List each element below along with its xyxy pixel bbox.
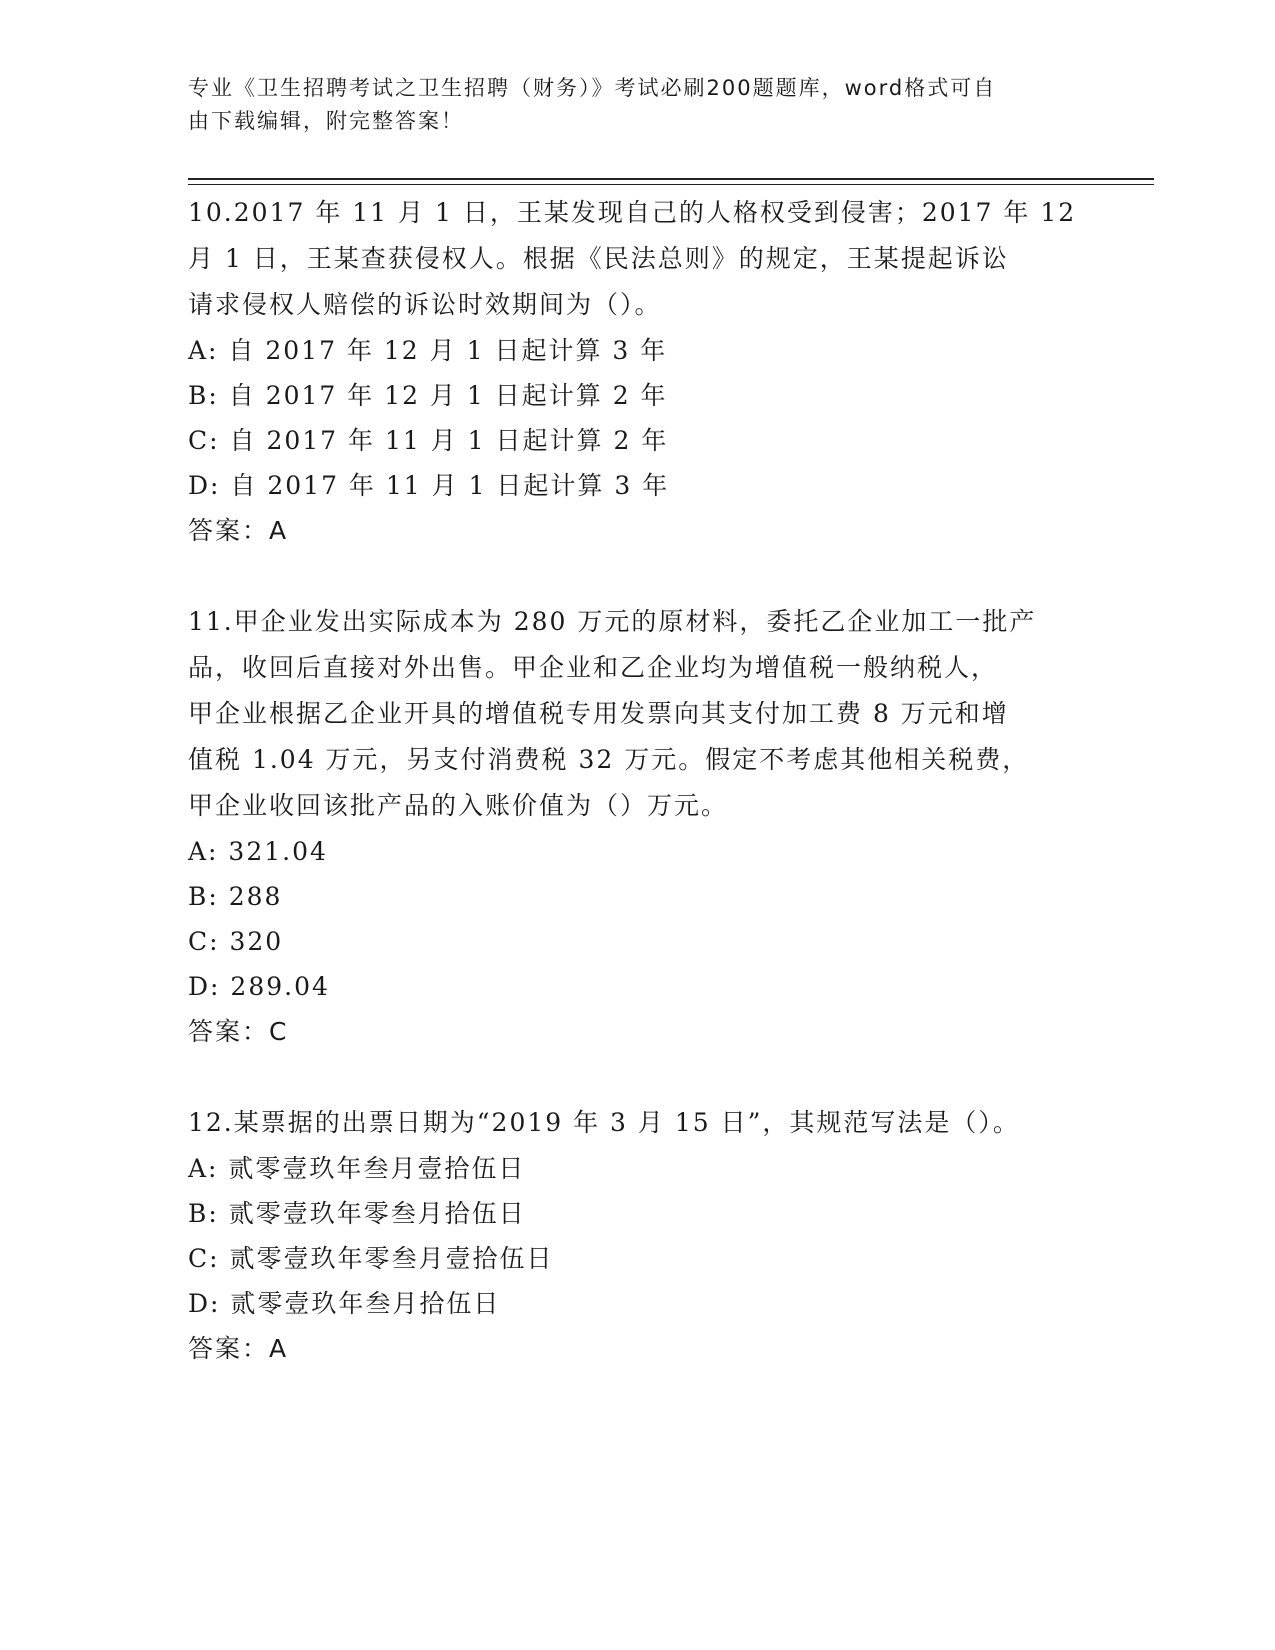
option-c: C: 贰零壹玖年零叁月壹拾伍日 [188, 1244, 554, 1273]
question-11 [188, 599, 1088, 1055]
answer-label: 答案：C [188, 1017, 289, 1046]
question-stem-line: 10.2017 年 11 月 1 日，王某发现自己的人格权受到侵害；2017 年 12 [188, 198, 1077, 227]
question-stem-line: 12.某票据的出票日期为“2019 年 3 月 15 日”，其规范写法是（）。 [188, 1108, 1020, 1137]
header-divider-thick [188, 178, 1154, 180]
answer-label: 答案：A [188, 1334, 289, 1363]
question-12 [188, 1100, 1088, 1372]
option-d: D: 贰零壹玖年叁月拾伍日 [188, 1289, 501, 1318]
question-stem-line: 品，收回后直接对外出售。甲企业和乙企业均为增值税一般纳税人， [188, 653, 999, 682]
question-stem-line: 值税 1.04 万元，另支付消费税 32 万元。假定不考虑其他相关税费， [188, 745, 1030, 774]
question-stem-line: 请求侵权人赔偿的诉讼时效期间为（）。 [188, 290, 662, 319]
header-line-2: 由下载编辑，附完整答案！ [188, 109, 464, 133]
option-b: B: 贰零壹玖年零叁月拾伍日 [188, 1199, 526, 1228]
option-c: C: 320 [188, 927, 284, 956]
option-a: A: 321.04 [188, 837, 328, 866]
option-a: A: 自 2017 年 12 月 1 日起计算 3 年 [188, 336, 668, 365]
option-d: D: 289.04 [188, 972, 330, 1001]
question-stem-line: 甲企业根据乙企业开具的增值税专用发票向其支付加工费 8 万元和增 [188, 699, 1009, 728]
option-a: A: 贰零壹玖年叁月壹拾伍日 [188, 1154, 526, 1183]
question-stem-line: 甲企业收回该批产品的入账价值为（）万元。 [188, 791, 729, 820]
question-spacer [188, 1055, 1088, 1100]
header-line-1: 专业《卫生招聘考试之卫生招聘（财务）》考试必刷200题题库，word格式可自 [188, 76, 997, 100]
question-10 [188, 190, 1088, 554]
option-d: D: 自 2017 年 11 月 1 日起计算 3 年 [188, 471, 670, 500]
question-stem-line: 11.甲企业发出实际成本为 280 万元的原材料，委托乙企业加工一批产 [188, 607, 1037, 636]
option-b: B: 自 2017 年 12 月 1 日起计算 2 年 [188, 381, 668, 410]
option-c: C: 自 2017 年 11 月 1 日起计算 2 年 [188, 426, 669, 455]
question-list [188, 190, 1088, 1372]
document-header [188, 72, 1068, 138]
question-spacer [188, 554, 1088, 599]
question-stem-line: 月 1 日，王某查获侵权人。根据《民法总则》的规定，王某提起诉讼 [188, 244, 1009, 273]
header-divider-thin [188, 184, 1154, 185]
answer-label: 答案：A [188, 516, 289, 545]
option-b: B: 288 [188, 882, 283, 911]
